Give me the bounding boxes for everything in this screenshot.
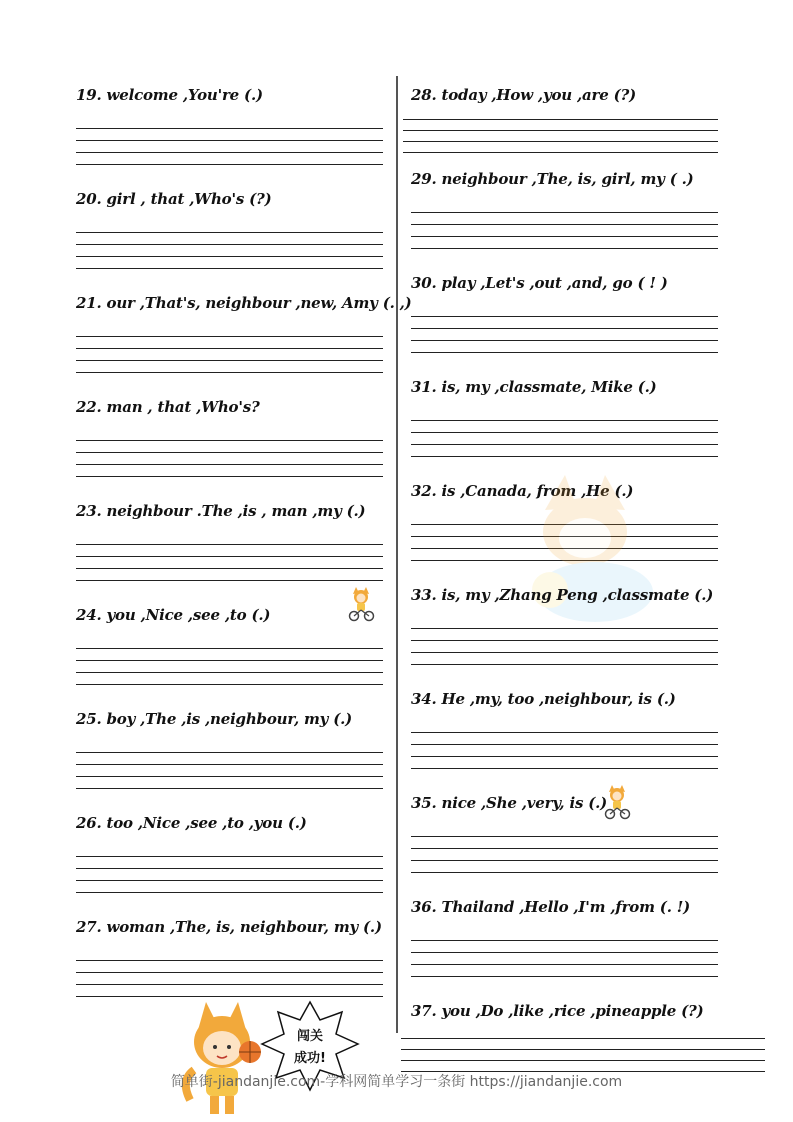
- question-label: 33. is, my ,Zhang Peng ,classmate (.): [411, 586, 714, 604]
- question-label: 20. girl , that ,Who's (?): [76, 190, 272, 208]
- fox-cyclist-icon: [346, 586, 376, 622]
- question-label: 23. neighbour .The ,is , man ,my (.): [76, 502, 366, 520]
- writing-lines[interactable]: [76, 336, 383, 376]
- writing-lines[interactable]: [76, 856, 383, 896]
- question-label: 36. Thailand ,Hello ,I'm ,from (. !): [411, 898, 691, 916]
- writing-lines[interactable]: [411, 940, 718, 980]
- question-label: 34. He ,my, too ,neighbour, is (.): [411, 690, 676, 708]
- stamp-line-2: 成功!: [294, 1051, 326, 1066]
- question-label: 25. boy ,The ,is ,neighbour, my (.): [76, 710, 353, 728]
- question-label: 24. you ,Nice ,see ,to (.): [76, 606, 271, 624]
- writing-lines[interactable]: [411, 420, 718, 460]
- question-label: 26. too ,Nice ,see ,to ,you (.): [76, 814, 307, 832]
- writing-lines[interactable]: [76, 960, 383, 1000]
- question-label: 31. is, my ,classmate, Mike (.): [411, 378, 657, 396]
- writing-lines[interactable]: [411, 836, 718, 876]
- writing-lines[interactable]: [76, 232, 383, 272]
- writing-lines[interactable]: [411, 316, 718, 356]
- writing-lines[interactable]: [411, 732, 718, 772]
- question-label: 37. you ,Do ,like ,rice ,pineapple (?): [411, 1002, 704, 1020]
- writing-lines[interactable]: [76, 440, 383, 480]
- writing-lines[interactable]: [76, 752, 383, 792]
- question-label: 22. man , that ,Who's?: [76, 398, 260, 416]
- column-divider: [396, 76, 398, 1033]
- question-label: 29. neighbour ,The, is, girl, my ( .): [411, 170, 694, 188]
- stamp-line-1: 闯关: [296, 1029, 324, 1044]
- fox-watermark-icon: [505, 470, 665, 630]
- question-label: 27. woman ,The, is, neighbour, my (.): [76, 918, 382, 936]
- question-label: 30. play ,Let's ,out ,and, go ( ! ): [411, 274, 668, 292]
- footer-watermark: 简单街-jiandanjie.com-学科网简单学习一条街 https://jiandanjie.com: [170, 1074, 623, 1090]
- writing-lines[interactable]: [401, 1038, 765, 1074]
- writing-lines[interactable]: [411, 212, 718, 252]
- writing-lines[interactable]: [411, 628, 718, 668]
- writing-lines[interactable]: [76, 544, 383, 584]
- question-label: 21. our ,That's, neighbour ,new, Amy (. ,): [76, 294, 412, 312]
- question-label: 32. is ,Canada, from ,He (.): [411, 482, 634, 500]
- question-label: 35. nice ,She ,very, is (.): [411, 794, 608, 812]
- writing-lines[interactable]: [76, 648, 383, 688]
- fox-cyclist-icon: [602, 784, 632, 820]
- writing-lines[interactable]: [403, 119, 718, 155]
- fox-mascot-icon: [180, 1000, 266, 1120]
- question-label: 28. today ,How ,you ,are (?): [411, 86, 636, 104]
- writing-lines[interactable]: [76, 128, 383, 168]
- question-label: 19. welcome ,You're (.): [76, 86, 263, 104]
